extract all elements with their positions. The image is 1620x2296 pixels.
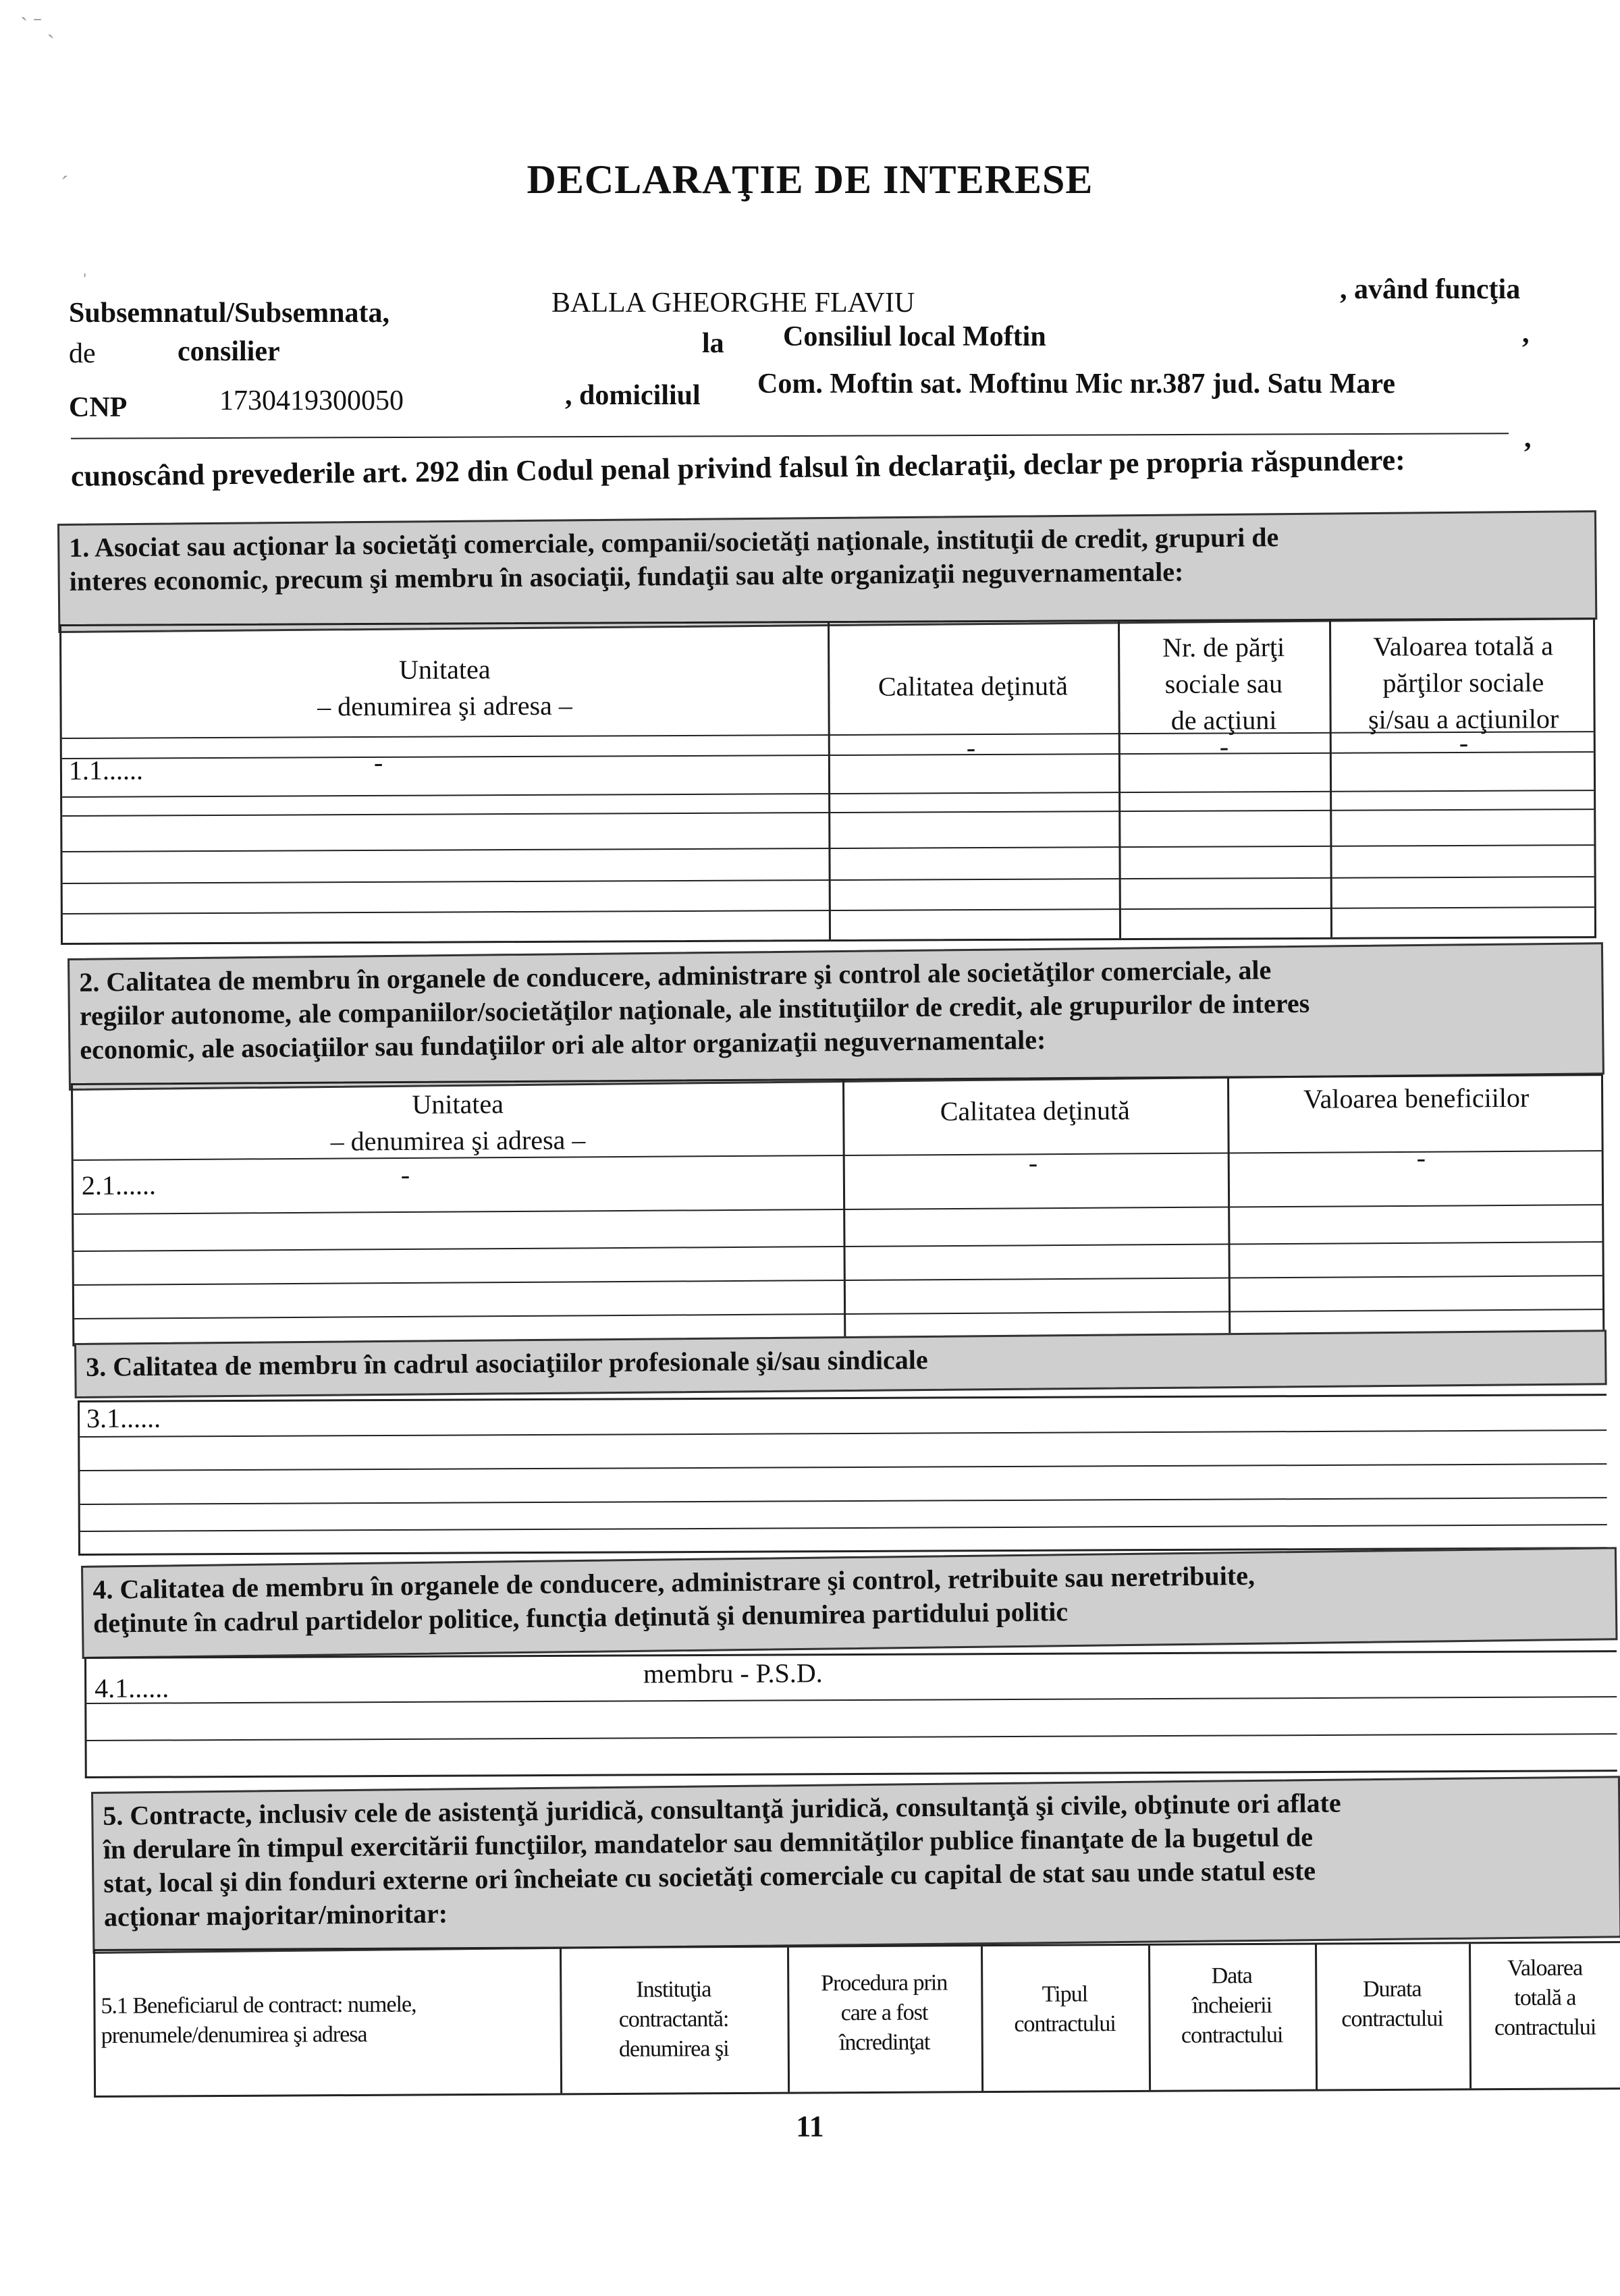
domiciliul-label: , domiciliul bbox=[565, 380, 701, 411]
functia-value: consilier bbox=[178, 336, 280, 367]
section-1-table bbox=[59, 618, 1596, 945]
section-5-title-line: stat, local şi din fonduri externe ori încheiate cu societăţi comerciale cu capital de stat sau unde statul este bbox=[103, 1855, 1316, 1898]
s1-value-nr-parti: - bbox=[1219, 731, 1229, 762]
section-2-title-line: 2. Calitatea de membru în organele de conducere, administrare şi control ale societăţilor comerciale, ale bbox=[79, 954, 1272, 997]
s5-col-valoarea: Valoarea totală a contractului bbox=[1494, 1955, 1596, 2041]
header-underline bbox=[71, 433, 1509, 439]
section-2-title-line: economic, ale asociaţiilor sau fundaţiilor ori ale altor organizaţii neguvernamentale: bbox=[80, 1024, 1046, 1065]
section-2-title-line: regiilor autonome, ale companiilor/societăţilor naţionale, ale instituţiilor de credit, ale grupurilor de interes bbox=[79, 987, 1310, 1031]
functia-label: , având funcţia bbox=[1340, 274, 1521, 305]
cnp-label: CNP bbox=[69, 392, 128, 423]
s5-col-beneficiar: 5.1 Beneficiarul de contract: numele, prenumele/denumirea şi adresa bbox=[101, 1992, 416, 2048]
declarant-name: BALLA GHEORGHE FLAVIU bbox=[551, 288, 915, 319]
s5-col-institutia: Instituţia contractantă: denumirea şi bbox=[618, 1977, 729, 2062]
section-3-title-text: 3. Calitatea de membru în cadrul asociaţiilor profesionale şi/sau sindicale bbox=[86, 1344, 928, 1382]
s2-col-valoarea: Valoarea beneficiilor bbox=[1303, 1082, 1530, 1114]
s1-value-calitatea: - bbox=[966, 732, 976, 763]
s2-value-unitatea: - bbox=[400, 1159, 410, 1191]
comma-1: , bbox=[1522, 318, 1530, 349]
section-2-title bbox=[68, 942, 1604, 1091]
cnp-value: 1730419300050 bbox=[219, 385, 404, 416]
section-5-title bbox=[91, 1776, 1620, 1954]
section-5-table bbox=[93, 1941, 1620, 2098]
s4-value: membru - P.S.D. bbox=[643, 1658, 823, 1689]
s5-col-durata: Durata contractului bbox=[1341, 1976, 1443, 2032]
s5-col-tipul: Tipul contractului bbox=[1014, 1981, 1116, 2037]
la-label: la bbox=[702, 328, 724, 359]
s3-row-label: 3.1...... bbox=[86, 1402, 161, 1433]
domiciliul-value: Com. Moftin sat. Moftinu Mic nr.387 jud. Satu Mare bbox=[757, 368, 1395, 400]
comma-2: , bbox=[1524, 422, 1532, 454]
s2-value-calitatea: - bbox=[1028, 1147, 1038, 1178]
s1-row-label: 1.1...... bbox=[68, 755, 144, 786]
s5-col-data: Data încheierii contractului bbox=[1181, 1963, 1283, 2048]
section-1-title-line: 1. Asociat sau acţionar la societăţi comerciale, companii/societăţi naţionale, instituţii de credit, grupuri de bbox=[69, 522, 1279, 563]
subsemnatul-label: Subsemnatul/Subsemnata, bbox=[69, 298, 389, 329]
section-4-title bbox=[81, 1547, 1618, 1659]
s4-row-label: 4.1...... bbox=[94, 1672, 169, 1703]
s1-col-unitatea: Unitatea – denumirea şi adresa – bbox=[317, 654, 572, 722]
s5-col-procedura: Procedura prin care a fost încredinţat bbox=[821, 1970, 948, 2056]
section-5-title-line: acţionar majoritar/minoritar: bbox=[103, 1898, 448, 1932]
section-1-title bbox=[57, 510, 1597, 633]
de-label: de bbox=[69, 338, 96, 369]
s1-col-valoarea: Valoarea totală a părţilor sociale şi/sau a acţiunilor bbox=[1368, 630, 1559, 735]
section-5-title-line: în derulare în timpul exercitării funcţiilor, mandatelor sau demnităţilor publice finanţate de la bugetul de bbox=[103, 1822, 1314, 1865]
section-4-title-line: deţinute în cadrul partidelor politice, funcţia deţinută şi denumirea partidului politic bbox=[92, 1596, 1069, 1639]
document-title: DECLARAŢIE DE INTERESE bbox=[526, 157, 1094, 202]
s2-col-unitatea: Unitatea – denumirea şi adresa – bbox=[330, 1089, 586, 1157]
section-2-table bbox=[71, 1074, 1604, 1346]
s2-col-calitatea: Calitatea deţinută bbox=[940, 1095, 1130, 1127]
section-3-table bbox=[78, 1394, 1607, 1556]
section-4-table bbox=[84, 1650, 1617, 1778]
section-4-title-line: 4. Calitatea de membru în organele de conducere, administrare şi control, retribuite sau neretribuite, bbox=[92, 1560, 1256, 1605]
scan-mark: ˋ ˉ ˎ bbox=[20, 13, 55, 38]
s1-col-calitatea: Calitatea deţinută bbox=[878, 670, 1069, 702]
s2-row-label: 2.1...... bbox=[81, 1170, 157, 1201]
declaration-text: cunoscând prevederile art. 292 din Codul penal privind falsul în declaraţii, declar pe propria răspundere: bbox=[70, 443, 1406, 493]
scan-mark: ˈ bbox=[81, 270, 89, 295]
page-number: 11 bbox=[796, 2110, 824, 2143]
scan-mark: ˊ bbox=[61, 172, 69, 197]
institutia-value: Consiliul local Moftin bbox=[783, 321, 1046, 352]
s2-value-valoarea: - bbox=[1416, 1142, 1426, 1173]
section-5-title-line: 5. Contracte, inclusiv cele de asistenţă juridică, consultanţă juridică, consultanţă şi civile, obţinute ori aflate bbox=[103, 1787, 1341, 1831]
s1-col-nr-parti: Nr. de părţi sociale sau de acţiuni bbox=[1162, 632, 1285, 736]
s1-value-valoarea: - bbox=[1459, 727, 1469, 758]
section-1-title-line: interes economic, precum şi membru în asociaţii, fundaţii sau alte organizaţii neguvernamentale: bbox=[69, 556, 1184, 597]
s1-value-unitatea: - bbox=[373, 746, 383, 777]
